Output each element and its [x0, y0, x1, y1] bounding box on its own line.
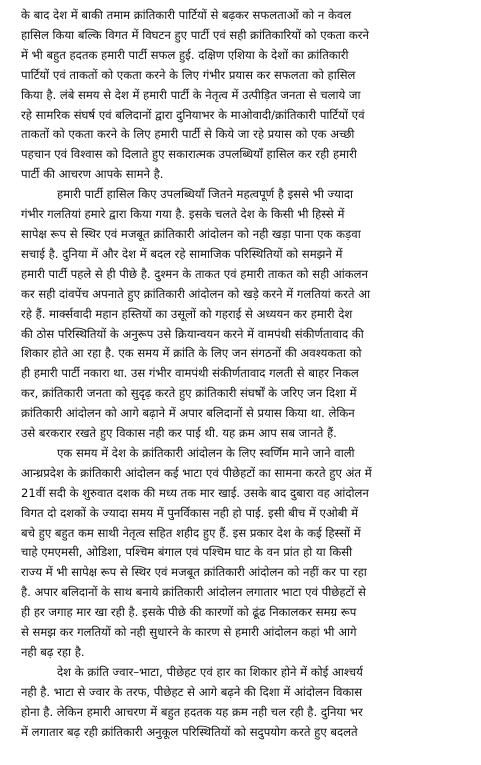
text-line: देश के क्रांति ज्वार–भाटा, पीछेहट एवं हार का शिकार होने में कोई आश्चर्य — [57, 664, 363, 679]
text-line: उसे बरकरार रखते हुए विकास नही कर पाई थी. यह क्रम आप सब जानते हैं. — [21, 426, 337, 441]
text-line: सापेक्ष रूप से स्थिर एवं मजबूत क्रांतिकारी आंदोलन को नही खड़ा पाना एक कड़वा — [21, 226, 361, 241]
text-line: है. अपार बलिदानों के साथ बनाये क्रांतिकारी आंदोलन लगातार भाटा एवं पीछेहटों से — [21, 585, 366, 600]
text-line: नही है. भाटा से ज्वार के तरफ, पीछेहट से आगे बढ़ने की दिशा में आंदोलन विकास — [21, 684, 363, 699]
text-line: कर, क्रांतिकारी जनता को सुदृढ़ करते हुए क्रांतिकारी संघर्षों के जरिए जन दिशा में — [21, 386, 357, 401]
text-line: हमारी पार्टी पहले से ही पीछे है. दुश्मन के ताकत एवं हमारी ताकत को सही आंकलन — [21, 266, 368, 281]
text-line: में लगातार बढ़ रही क्रांतिकारी अनुकूल परिस्थितियों को सदुपयोग करते हुए बदलते — [21, 724, 358, 739]
text-line: किया है. लंबे समय से देश में हमारी पार्टी के नेतृत्व में उत्पीड़ित जनता से चलाये जा — [21, 87, 361, 102]
text-line: होना है. लेकिन हमारी आचरण में बहुत हदतक यह क्रम नही चल रही है. दुनिया भर — [21, 704, 363, 719]
text-line: में भी बहुत हदतक हमारी पार्टी सफल हुई. दक्षिण एशिया के देशों का क्रांतिकारी — [21, 47, 349, 62]
text-line: रहे हैं. मार्क्सवादी महान हस्तियों का उसूलों को गहराई से अध्ययन कर हमारी देश — [21, 306, 353, 321]
text-line: राज्य में भी सापेक्ष रूप से स्थिर एवं मजबूत क्रांतिकारी आंदोलन को नहीं कर पा रहा — [21, 565, 367, 580]
text-line: सचाई है. दुनिया में और देश में बदल रहे सामाजिक परिस्थितियों को समझने में — [21, 246, 343, 261]
text-line: क्रांतिकारी आंदोलन को आगे बढ़ाने में अपार बलिदानों से प्रयास किया था. लेकिन — [21, 406, 355, 421]
text-line: हमारी पार्टी हासिल किए उपलब्धियाँ जितने महत्वपूर्ण है इससे भी ज्यादा — [57, 187, 354, 202]
text-line: चाहे एमएमसी, ओडिशा, पश्चिम बंगाल एवं पश्चिम घाट के वन प्रांत हो या किसी — [21, 545, 353, 560]
text-line: की ठोस परिस्थितियों के अनुरूप उसे क्रियान्वयन करने में वामपंथी संकीर्णतावाद की — [21, 326, 364, 341]
paragraph-3 — [21, 444, 469, 663]
text-line: ही हमारी पार्टी नकारा था. उस गंभीर वामपंथी संकीर्णतावाद गलती से बाहर निकल — [21, 366, 359, 381]
text-line: पार्टी की आचरण आपके सामने है. — [21, 167, 164, 182]
text-line: ताकतों को एकता करने के लिए हमारी पार्टी से किये जा रहे प्रयास को एक अच्छी — [21, 127, 355, 142]
text-line: रहे सामरिक संघर्ष एवं बलिदानों द्वारा दुनियाभर के माओवादी/क्रांतिकारी पार्टियों एवं — [21, 107, 365, 122]
text-line: शिकार होते आ रहा है. एक समय में क्रांति के लिए जन संगठनों की अवश्यकता को — [21, 346, 362, 361]
text-line: एक समय में देश के क्रांतिकारी आंदोलन के लिए स्वर्णिम माने जाने वाली — [57, 445, 355, 460]
text-line: विगत दो दशकों के ज्यादा समय में पुनर्विकास नही हो पाई. इसी बीच में एओबी में — [21, 505, 359, 520]
text-line: के बाद देश में बाकी तमाम क्रांतिकारी पार्टियों से बढ़कर सफलताओं को न केवल — [21, 8, 352, 22]
text-line: से समझ कर गलतियों को नही सुधारने के कारण से हमारी आंदोलन कहां भी आगे — [21, 625, 357, 640]
paragraph-4 — [21, 663, 469, 743]
text-line: पार्टियों एवं ताकतों को एकता करने के लिए गंभीर प्रयास कर सफलता को हासिल — [21, 67, 356, 82]
paragraph-2 — [21, 185, 469, 444]
text-line: 21वीं सदी के शुरुवात दशक की मध्य तक मार खाई. उसके बाद दुबारा वह आंदोलन — [21, 485, 369, 500]
paragraph-1 — [21, 6, 469, 185]
text-line: आन्ध्रप्रदेश के क्रांतिकारी आंदोलन कई भाटा एवं पीछेहटों का सामना करते हुए अंत में — [21, 465, 372, 480]
text-line: ही हर जगाह मार खा रही है. इसके पीछे की कारणों को ढूंढ निकालकर समग्र रूप — [21, 605, 357, 620]
text-line: गंभीर गलतियां हमारे द्वारा किया गया है. इसके चलते देश के किसी भी हिस्से में — [21, 207, 345, 222]
text-line: नही बढ़ रहा है. — [21, 645, 85, 659]
text-line: बचे हुए बहुत कम साथी नेतृत्व सहित शहीद हुए हैं. इस प्रकार देश के कई हिस्सों में — [21, 525, 361, 540]
text-line: हासिल किया बल्कि विगत में विघटन हुए पार्टी एवं सही क्रांतिकारियों को एकता करने — [21, 27, 369, 42]
text-line: पहचान एवं विश्वास को दिलाते हुए सकारात्मक उपलब्धियाँ हासिल कर रही हमारी — [21, 147, 357, 162]
text-line: कर सही दांवपेंच अपनाते हुए क्रांतिकारी आंदोलन को खड़े करने में गलतियां करते आ — [21, 286, 371, 301]
